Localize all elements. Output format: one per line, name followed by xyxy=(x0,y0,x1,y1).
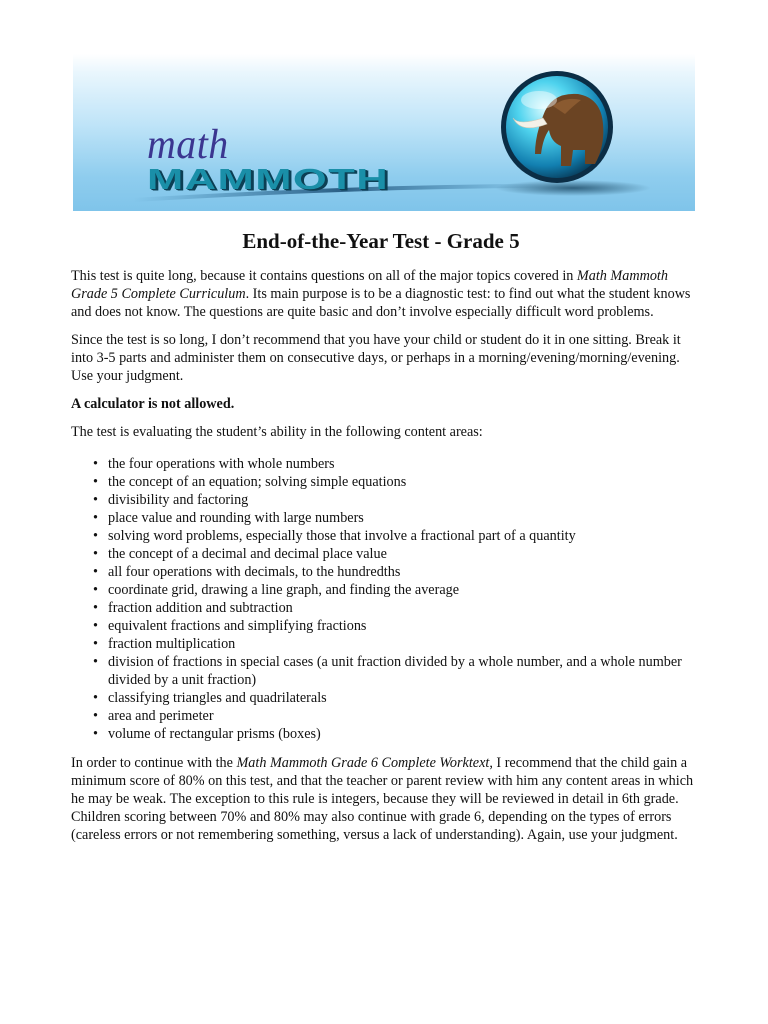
intro-text-end: . Its main purpose is to be a diagnostic test: to find out what the student knows and does not know. The questions are quite basic and don’t involve especially difficult word problems. xyxy=(71,286,691,320)
topic-list-item: • equivalent fractions and simplifying fractions xyxy=(108,617,701,635)
topic-list xyxy=(71,455,701,743)
topic-list-item: • fraction addition and subtraction xyxy=(108,599,701,617)
mammoth-globe-icon xyxy=(501,71,613,183)
topic-list-item: • place value and rounding with large numbers xyxy=(108,509,701,527)
intro-text-start: This test is quite long, because it contains questions on all of the major topics covered in xyxy=(71,268,577,284)
topic-list-item: • volume of rectangular prisms (boxes) xyxy=(108,725,701,743)
topic-list-item: • the concept of an equation; solving simple equations xyxy=(108,473,701,491)
topic-list-item: • the concept of a decimal and decimal place value xyxy=(108,545,701,563)
topic-list-item: • fraction multiplication xyxy=(108,635,701,653)
page-title: End-of-the-Year Test - Grade 5 xyxy=(242,229,520,253)
topic-list-item: • solving word problems, especially those that involve a fractional part of a quantity xyxy=(108,527,701,545)
closing-text-end: , I recommend that the child gain a minimum score of 80% on this test, and that the teacher or parent review with him any content areas in which he may be weak. The exception to this rule is integers, because they will be reviewed in detail in 6th grade. Children scoring between 70% and 80% may also continue with grade 6, depending on the types of errors (careless errors or not remembering something, versus a lack of understanding). Again, use your judgment. xyxy=(71,755,694,843)
topic-list-item: • classifying triangles and quadrilaterals xyxy=(108,689,701,707)
sitting-paragraph: Since the test is so long, I don’t recommend that you have your child or student do it in one sitting. Break it into 3-5 parts and administer them on consecutive days, or perhaps in a morning/evening/morning/evening. Use your judgment. xyxy=(71,332,681,384)
math-mammoth-banner xyxy=(73,54,695,211)
topic-list-item: • all four operations with decimals, to the hundredths xyxy=(108,563,701,581)
logo-math-text: math xyxy=(147,122,229,168)
topic-list-item: • the four operations with whole numbers xyxy=(108,455,701,473)
topic-list-item: • division of fractions in special cases (a unit fraction divided by a whole number, and a whole number divided by a unit fraction) xyxy=(108,653,701,689)
areas-intro: The test is evaluating the student’s ability in the following content areas: xyxy=(71,424,483,440)
document-body xyxy=(71,228,701,854)
closing-worktext-title: Math Mammoth Grade 6 Complete Worktext xyxy=(236,755,490,771)
topic-list-item: • area and perimeter xyxy=(108,707,701,725)
intro-curriculum-title: Math Mammoth Grade 5 Complete Curriculum xyxy=(71,268,668,302)
closing-paragraph xyxy=(71,754,701,844)
calculator-note: A calculator is not allowed. xyxy=(71,396,235,412)
topic-list-item: • divisibility and factoring xyxy=(108,491,701,509)
intro-paragraph xyxy=(71,267,701,321)
logo-mammoth-text: MAMMOTH xyxy=(147,164,390,196)
closing-text-start: In order to continue with the xyxy=(71,755,237,771)
topic-list-item: • coordinate grid, drawing a line graph, and finding the average xyxy=(108,581,701,599)
